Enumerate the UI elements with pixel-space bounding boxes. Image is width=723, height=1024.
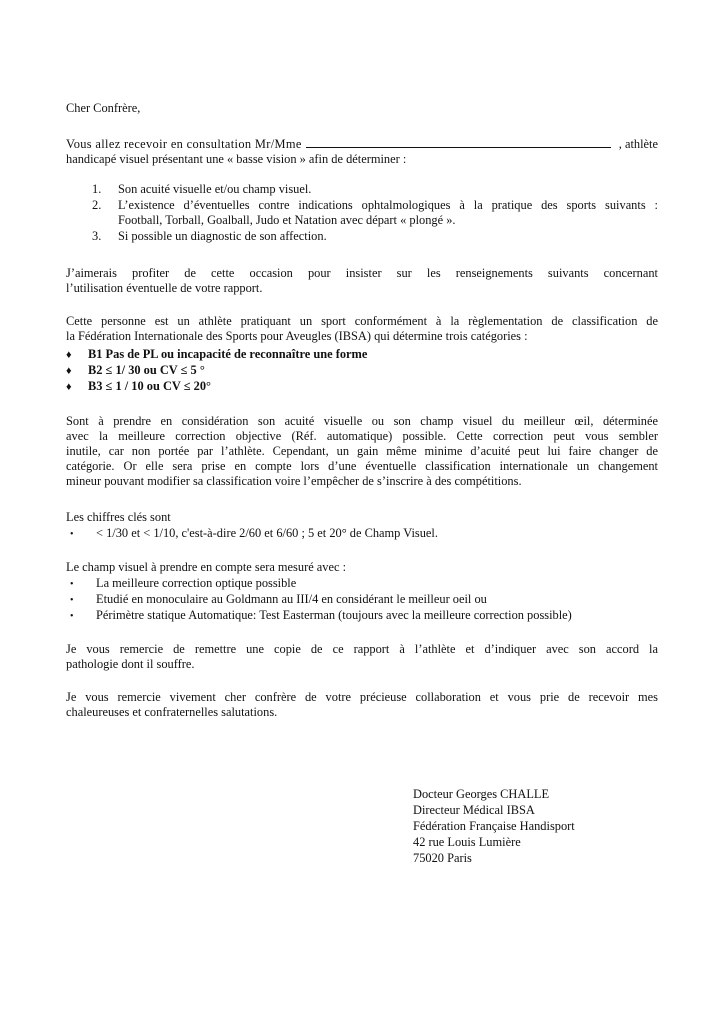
name-blank-line	[306, 136, 611, 148]
intro-line1-end: , athlète	[618, 137, 658, 151]
list-item	[92, 229, 658, 244]
numbered-list	[92, 182, 658, 244]
paragraph-line: catégorie. Or elle sera prise en compte lors d’une éventuelle classification internationale un changement	[66, 459, 658, 473]
paragraph-line: Sont à prendre en considération son acuité visuelle ou son champ visuel du meilleur œil, déterminée	[66, 414, 658, 428]
diamond-bullet-icon: ♦	[66, 349, 72, 361]
signature-title: Directeur Médical IBSA	[413, 803, 535, 817]
paragraph-line: la Fédération Internationale des Sports pour Aveugles (IBSA) qui détermine trois catégories :	[66, 329, 528, 343]
category-b3	[66, 379, 211, 395]
visual-field-bullet	[66, 608, 572, 624]
greeting: Cher Confrère,	[66, 101, 141, 115]
paragraph-line: Cette personne est un athlète pratiquant un sport conformément à la règlementation de classification de	[66, 314, 658, 328]
visual-field-bullet	[66, 592, 487, 608]
category-b2	[66, 363, 205, 379]
paragraph-line: l’utilisation éventuelle de votre rapport.	[66, 281, 263, 295]
bullet-icon: •	[70, 611, 74, 622]
list-item-text: Son acuité visuelle et/ou champ visuel.	[118, 182, 312, 196]
intro-line1-start: Vous allez recevoir en consultation Mr/Mme	[66, 137, 302, 151]
diamond-bullet-icon: ♦	[66, 381, 72, 393]
category-text: B1 Pas de PL ou incapacité de reconnaître une forme	[88, 347, 368, 361]
paragraph-line: mineur pouvant modifier sa classification voire l’empêcher de s’inscrire à des compétitions.	[66, 474, 522, 488]
bullet-icon: •	[70, 595, 74, 606]
list-number: 2.	[92, 198, 102, 212]
signature-organization: Fédération Française Handisport	[413, 819, 575, 833]
key-figures-heading: Les chiffres clés sont	[66, 510, 171, 524]
bullet-text: < 1/30 et < 1/10, c'est-à-dire 2/60 et 6/60 ; 5 et 20° de Champ Visuel.	[96, 526, 438, 540]
bullet-icon: •	[70, 579, 74, 590]
signature-city: 75020 Paris	[413, 851, 472, 865]
list-item	[92, 198, 658, 228]
list-item	[92, 182, 658, 198]
paragraph-correction	[66, 414, 658, 489]
paragraph-line: avec la meilleure correction objective (Réf. automatique) possible. Cette correction peut vous sembler	[66, 429, 658, 443]
signature-name: Docteur Georges CHALLE	[413, 787, 550, 801]
paragraph-line: chaleureuses et confraternelles salutations.	[66, 705, 278, 719]
bullet-icon: •	[70, 529, 74, 540]
list-item-text: Si possible un diagnostic de son affection.	[118, 229, 327, 243]
visual-field-bullet	[66, 576, 296, 592]
intro-paragraph	[66, 136, 658, 167]
paragraph-line: pathologie dont il souffre.	[66, 657, 195, 671]
paragraph-line: Je vous remercie de remettre une copie de ce rapport à l’athlète et d’indiquer avec son accord la	[66, 642, 658, 656]
key-figures-bullet	[66, 526, 438, 542]
category-b1	[66, 347, 367, 363]
paragraph-classification	[66, 314, 658, 344]
list-item-text-cont: Football, Torball, Goalball, Judo et Natation avec départ « plongé ».	[118, 213, 456, 227]
paragraph-line: J’aimerais profiter de cette occasion pour insister sur les renseignements suivants concernant	[66, 266, 658, 280]
bullet-text: Etudié en monoculaire au Goldmann au III/4 en considérant le meilleur oeil ou	[96, 592, 487, 606]
list-item-text: L’existence d’éventuelles contre indications ophtalmologiques à la pratique des sports suivants :	[118, 198, 658, 212]
bullet-text: La meilleure correction optique possible	[96, 576, 297, 590]
paragraph-copy-request	[66, 642, 658, 672]
paragraph-usage	[66, 266, 658, 296]
bullet-text: Périmètre statique Automatique: Test Easterman (toujours avec la meilleure correction possible)	[96, 608, 572, 622]
category-text: B3 ≤ 1 / 10 ou CV ≤ 20°	[88, 379, 211, 393]
signature-street: 42 rue Louis Lumière	[413, 835, 521, 849]
paragraph-line: inutile, car non portée par l’athlète. Cependant, un gain même minime d’acuité peut lui faire changer de	[66, 444, 658, 458]
paragraph-closing	[66, 690, 658, 720]
diamond-bullet-icon: ♦	[66, 365, 72, 377]
list-number: 1.	[92, 182, 102, 196]
list-number: 3.	[92, 229, 102, 243]
paragraph-line: Je vous remercie vivement cher confrère de votre précieuse collaboration et vous prie de recevoir mes	[66, 690, 658, 704]
visual-field-heading: Le champ visuel à prendre en compte sera mesuré avec :	[66, 560, 347, 574]
signature-block	[413, 787, 673, 867]
intro-line2: handicapé visuel présentant une « basse vision » afin de déterminer :	[66, 152, 407, 166]
category-text: B2 ≤ 1/ 30 ou CV ≤ 5 °	[88, 363, 205, 377]
